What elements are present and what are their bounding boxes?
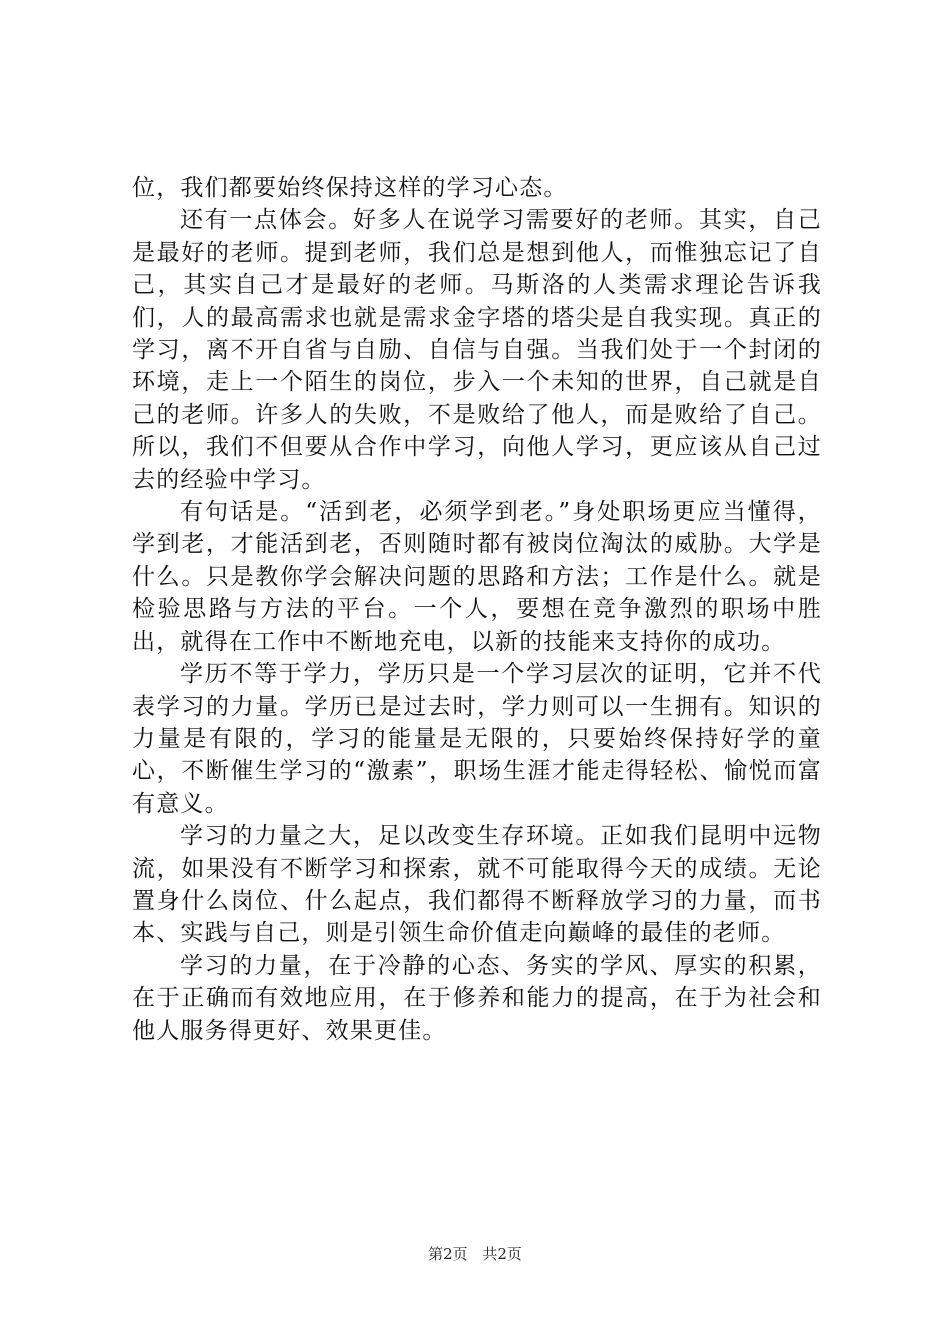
paragraph: 有句话是。“活到老，必须学到老。”身处职场更应当懂得，学到老，才能活到老，否则随时都有被岗位淘汰的威胁。大学是什么。只是教你学会解决问题的思路和方法；工作是什么。就是检验思路与方法的平台。一个人，要想在竞争激烈的职场中胜出，就得在工作中不断地充电，以新的技能来支持你的成功。 [132, 499, 822, 655]
total-pages: 共2页 [482, 1245, 522, 1263]
paragraph: 学习的力量，在于冷静的心态、务实的学风、厚实的积累，在于正确而有效地应用，在于修养和能力的提高，在于为社会和他人服务得更好、效果更佳。 [132, 952, 822, 1044]
page-number: 第2页 [428, 1245, 468, 1263]
paragraph-continuation: 位，我们都要始终保持这样的学习心态。 [132, 175, 568, 201]
paragraph: 学习的力量之大，足以改变生存环境。正如我们昆明中远物流，如果没有不断学习和探索，就不可能取得今天的成绩。无论置身什么岗位、什么起点，我们都得不断释放学习的力量，而书本、实践与自己，则是引领生命价值走向巅峰的最佳的老师。 [132, 823, 822, 947]
paragraph: 还有一点体会。好多人在说学习需要好的老师。其实，自己是最好的老师。提到老师，我们总是想到他人，而惟独忘记了自己，其实自己才是最好的老师。马斯洛的人类需求理论告诉我们，人的最高需求也就是需求金字塔的塔尖是自我实现。真正的学习，离不开自省与自励、自信与自强。当我们处于一个封闭的环境，走上一个陌生的岗位，步入一个未知的世界，自己就是自己的老师。许多人的失败，不是败给了他人，而是败给了自己。所以，我们不但要从合作中学习，向他人学习，更应该从自己过去的经验中学习。 [132, 207, 822, 493]
document-body [132, 172, 822, 1047]
page-footer [0, 1243, 950, 1264]
paragraph: 学历不等于学力，学历只是一个学习层次的证明，它并不代表学习的力量。学历已是过去时，学力则可以一生拥有。知识的力量是有限的，学习的能量是无限的，只要始终保持好学的童心，不断催生学习的“激素”，职场生涯才能走得轻松、愉悦而富有意义。 [132, 661, 822, 817]
